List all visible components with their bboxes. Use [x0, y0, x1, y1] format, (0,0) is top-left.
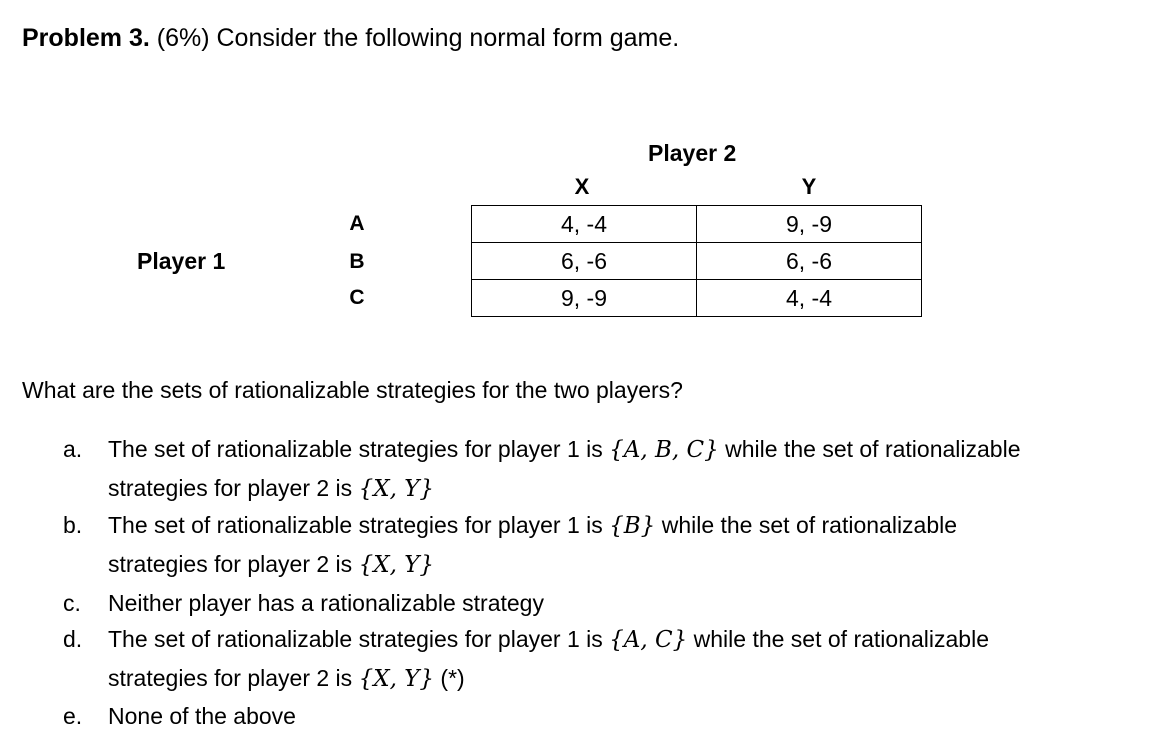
option-a-text-mid: while the set of rationalizable — [718, 436, 1021, 462]
column-label-y: Y — [801, 174, 817, 199]
option-e — [63, 697, 296, 735]
player1-label: Player 1 — [137, 248, 226, 274]
option-d — [63, 620, 989, 698]
payoff-cell-a-x: 4, -4 — [472, 206, 697, 243]
payoff-row-b — [472, 243, 922, 280]
question-text: What are the sets of rationalizable strategies for the two players? — [22, 377, 683, 403]
option-d-line2: strategies for player 2 is — [108, 665, 359, 691]
option-b-set2: {X, Y} — [358, 552, 435, 578]
option-b — [63, 506, 957, 584]
option-a-line2: strategies for player 2 is — [108, 475, 359, 501]
row-label-b: B — [349, 250, 365, 273]
payoff-cell-b-y: 6, -6 — [697, 243, 922, 280]
option-a-text: The set of rationalizable strategies for player 1 is — [108, 436, 610, 462]
option-b-text: The set of rationalizable strategies for player 1 is — [108, 512, 610, 538]
option-b-line2: strategies for player 2 is — [108, 551, 359, 577]
row-label-a: A — [349, 212, 365, 235]
payoff-cell-a-y: 9, -9 — [697, 206, 922, 243]
option-a-letter: a. — [63, 436, 83, 462]
option-d-set1: {A, C} — [609, 627, 688, 653]
option-e-text: None of the above — [108, 703, 296, 729]
option-a — [63, 430, 1021, 508]
option-c-text: Neither player has a rationalizable strategy — [108, 590, 544, 616]
option-b-text-mid: while the set of rationalizable — [655, 512, 958, 538]
option-a-set2: {X, Y} — [358, 476, 435, 502]
player2-label: Player 2 — [648, 140, 737, 166]
payoff-row-c — [472, 280, 922, 317]
payoff-cell-b-x: 6, -6 — [472, 243, 697, 280]
option-e-letter: e. — [63, 703, 83, 729]
column-label-x: X — [574, 174, 590, 199]
option-d-set2: {X, Y} — [358, 666, 435, 692]
option-d-text: The set of rationalizable strategies for player 1 is — [108, 626, 610, 652]
option-d-text-mid: while the set of rationalizable — [687, 626, 989, 652]
problem-statement: (6%) Consider the following normal form game. — [149, 24, 680, 52]
payoff-cell-c-y: 4, -4 — [697, 280, 922, 317]
option-c — [63, 584, 544, 622]
problem-title — [22, 24, 679, 53]
option-b-letter: b. — [63, 512, 83, 538]
option-d-post: (*) — [434, 665, 465, 691]
payoff-table — [471, 205, 922, 317]
problem-number: Problem 3. — [22, 24, 150, 52]
option-a-set1: {A, B, C} — [609, 437, 719, 463]
row-label-c: C — [349, 286, 365, 309]
payoff-row-a — [472, 206, 922, 243]
payoff-cell-c-x: 9, -9 — [472, 280, 697, 317]
option-d-letter: d. — [63, 626, 83, 652]
option-b-set1: {B} — [609, 513, 656, 539]
option-c-letter: c. — [63, 590, 81, 616]
